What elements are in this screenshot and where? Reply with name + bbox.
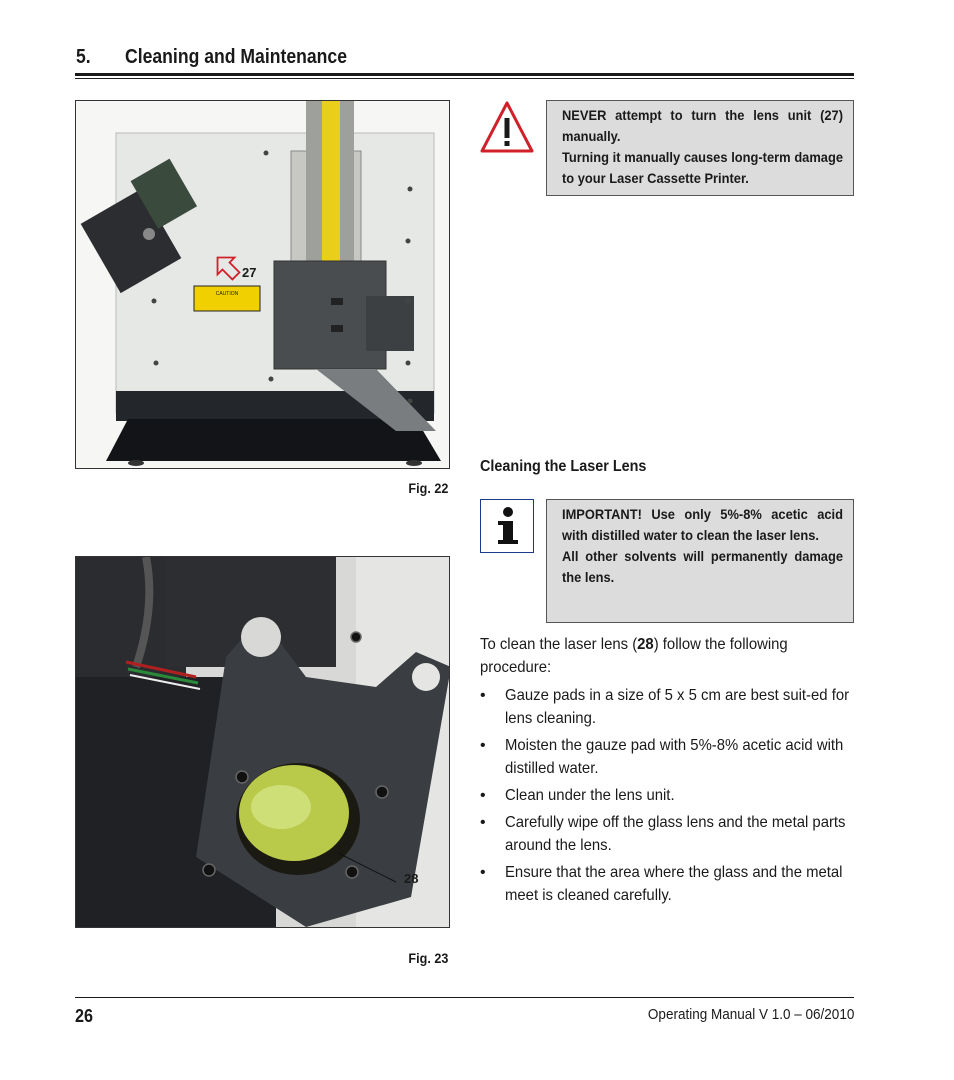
list-item: • Gauze pads in a size of 5 x 5 cm are best suit-ed for lens cleaning. [480, 684, 854, 730]
callout-27: 27 [242, 265, 257, 280]
header-rule-thin [75, 78, 854, 79]
header-rule [75, 73, 854, 76]
important-line-2: All other solvents will permanently damage the lens. [562, 548, 844, 585]
intro-after: ) follow the following [653, 636, 788, 653]
footer-manual-version: Operating Manual V 1.0 – 06/2010 [647, 1006, 854, 1023]
page-title: Cleaning and Maintenance [125, 46, 347, 68]
footer-rule [75, 997, 854, 998]
bullet-icon: • [480, 814, 486, 831]
warning-note [546, 100, 854, 196]
intro-paragraph [480, 633, 854, 679]
intro-ref: 28 [637, 636, 654, 653]
intro-line-2: procedure: [480, 659, 552, 676]
bullet-icon: • [480, 864, 486, 881]
page-number: 26 [75, 1006, 94, 1026]
list-item: • Clean under the lens unit. [480, 784, 854, 807]
bullet-icon: • [480, 687, 486, 704]
figure-22-photo [75, 100, 450, 469]
warning-line-2: Turning it manually causes long-term damage to your Laser Cassette Printer. [562, 149, 844, 186]
important-line-1: IMPORTANT! Use only 5%-8% acetic acid with distilled water to clean the laser lens. [562, 506, 844, 543]
figure-23-caption: Fig. 23 [408, 950, 448, 966]
caution-label-text: CAUTION [215, 291, 239, 297]
bullet-icon: • [480, 787, 486, 804]
intro-before: To clean the laser lens ( [480, 636, 638, 653]
important-note [546, 499, 854, 623]
warning-line-1: NEVER attempt to turn the lens unit (27) manually. [562, 107, 844, 144]
info-icon [480, 499, 534, 553]
figure-23-photo [75, 556, 450, 928]
warning-triangle-icon [480, 100, 534, 154]
section-heading: Cleaning the Laser Lens [480, 458, 647, 475]
section-number: 5. [76, 46, 91, 68]
callout-28: 28 [404, 871, 419, 886]
list-item: • Carefully wipe off the glass lens and the metal parts around the lens. [480, 811, 854, 857]
bullet-icon: • [480, 737, 486, 754]
cleaning-steps-list [480, 684, 854, 911]
list-item: • Moisten the gauze pad with 5%-8% acetic acid with distilled water. [480, 734, 854, 780]
list-item: • Ensure that the area where the glass and the metal meet is cleaned carefully. [480, 861, 854, 907]
figure-22-caption: Fig. 22 [408, 480, 448, 496]
